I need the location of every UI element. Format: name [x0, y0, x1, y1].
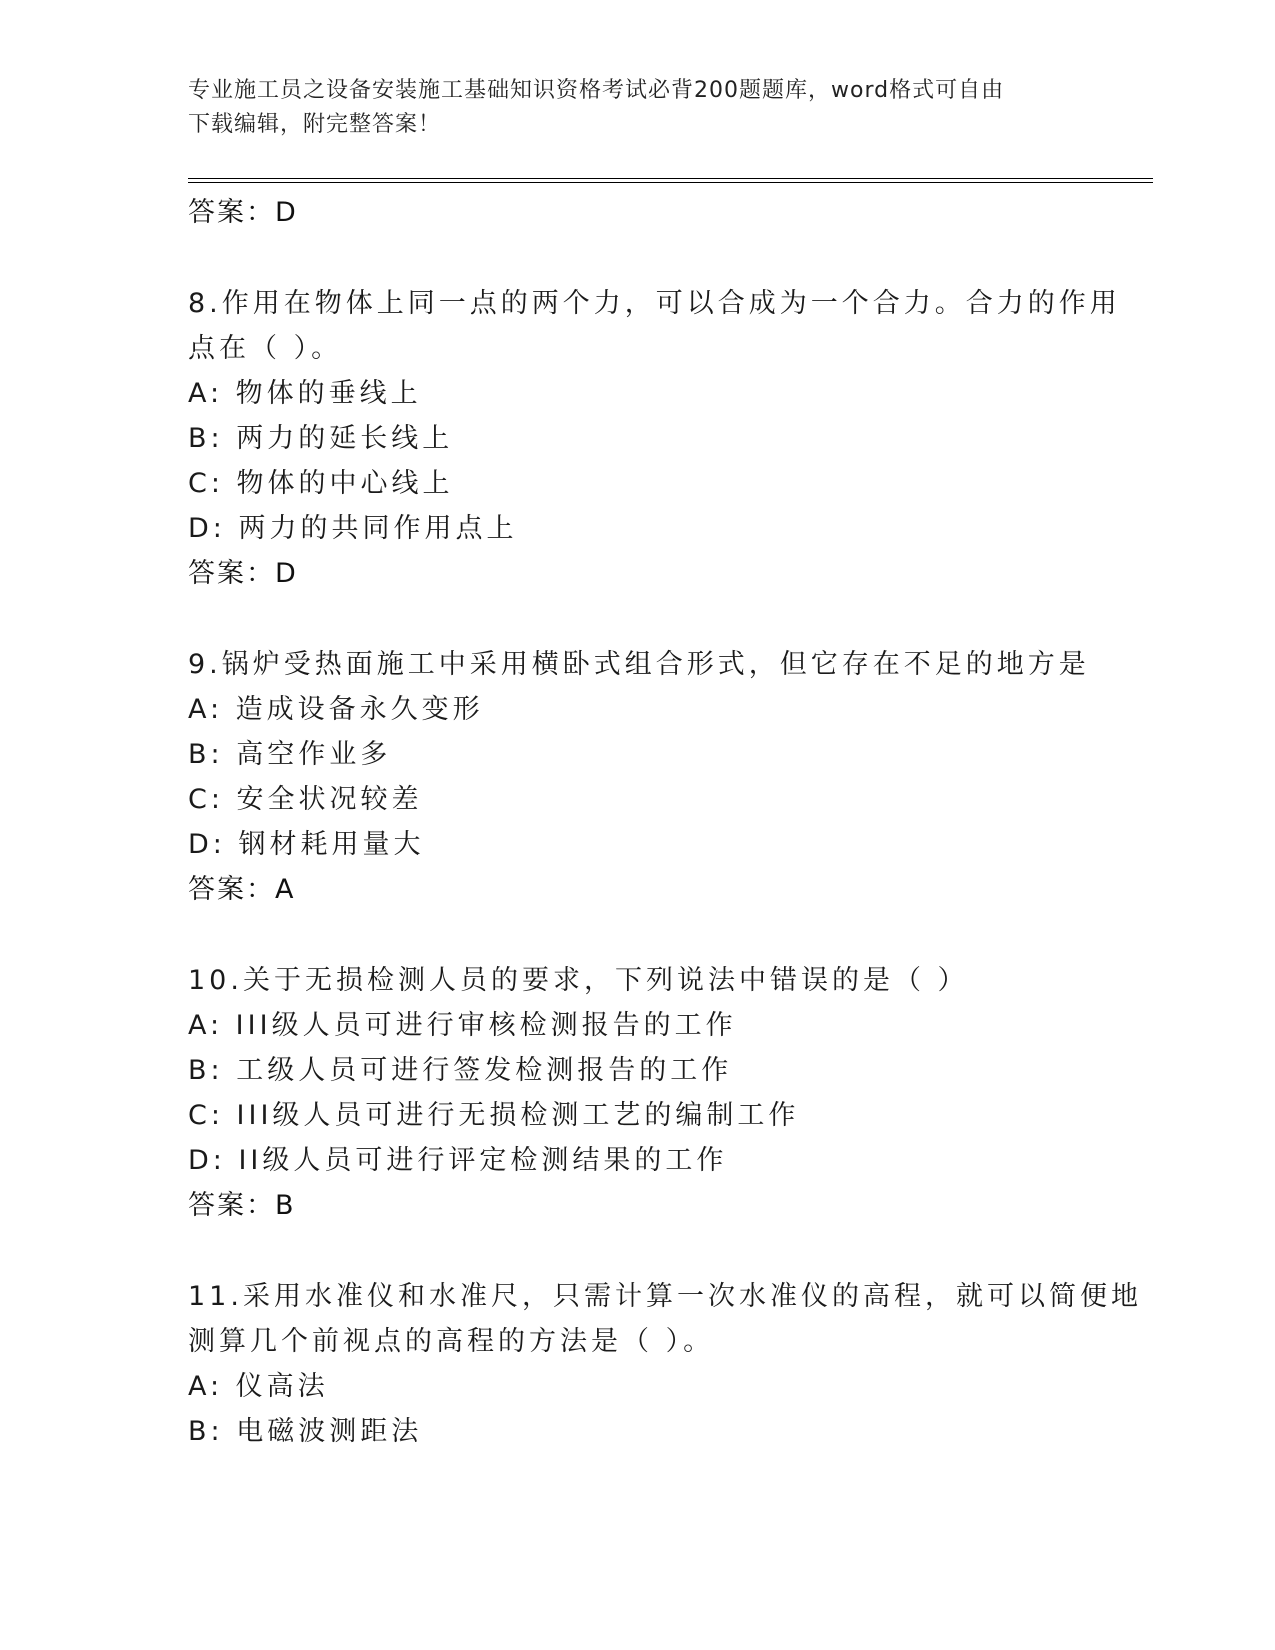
option-a: A: 造成设备永久变形 [188, 694, 484, 725]
option-b: B: 高空作业多 [188, 739, 392, 770]
question-content [188, 190, 1142, 1454]
header-title-line-1: 专业施工员之设备安装施工基础知识资格考试必背200题题库，word格式可自由 [188, 78, 1005, 103]
option-a: A: III级人员可进行审核检测报告的工作 [188, 1010, 737, 1041]
spacer [188, 1228, 1088, 1274]
option-a: A: 物体的垂线上 [188, 378, 422, 409]
previous-answer: 答案：D [188, 197, 298, 228]
header-divider [188, 178, 1153, 179]
option-c: C: 物体的中心线上 [188, 468, 454, 499]
question-stem-continued: 测算几个前视点的高程的方法是（ ）。 [188, 1326, 715, 1357]
option-c: C: III级人员可进行无损检测工艺的编制工作 [188, 1100, 800, 1131]
spacer [188, 235, 1088, 281]
question-10 [188, 958, 1088, 1228]
option-b: B: 两力的延长线上 [188, 423, 454, 454]
option-a: A: 仪高法 [188, 1371, 329, 1402]
header-divider-double [188, 182, 1153, 183]
question-stem: 9.锅炉受热面施工中采用横卧式组合形式，但它存在不足的地方是 [188, 649, 1090, 680]
option-d: D: 钢材耗用量大 [188, 829, 425, 860]
question-11 [188, 1274, 1142, 1454]
question-9 [188, 642, 1088, 912]
option-b: B: 电磁波测距法 [188, 1416, 423, 1447]
option-c: C: 安全状况较差 [188, 784, 423, 815]
question-8 [188, 281, 1121, 596]
option-d: D: II级人员可进行评定检测结果的工作 [188, 1145, 728, 1176]
spacer [188, 596, 1088, 642]
question-stem: 10.关于无损检测人员的要求，下列说法中错误的是（ ） [188, 965, 969, 996]
page-header [188, 74, 1088, 142]
question-stem: 11.采用水准仪和水准尺，只需计算一次水准仪的高程，就可以简便地 [188, 1281, 1142, 1312]
answer: 答案：A [188, 874, 296, 905]
header-title-line-2: 下载编辑，附完整答案！ [188, 112, 442, 137]
question-stem-continued: 点在（ ）。 [188, 333, 343, 364]
option-b: B: 工级人员可进行签发检测报告的工作 [188, 1055, 733, 1086]
question-stem: 8.作用在物体上同一点的两个力，可以合成为一个合力。合力的作用 [188, 288, 1121, 319]
answer: 答案：B [188, 1190, 296, 1221]
answer: 答案：D [188, 558, 298, 589]
spacer [188, 912, 1088, 958]
option-d: D: 两力的共同作用点上 [188, 513, 518, 544]
